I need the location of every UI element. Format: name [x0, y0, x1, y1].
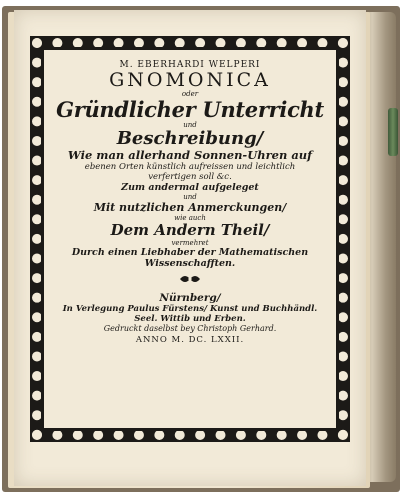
book-title: GNOMONICA	[109, 70, 271, 90]
conjunction-und-2: und	[183, 193, 197, 201]
imprint-place: Nürnberg/	[159, 292, 221, 304]
line-wie-auch: wie auch	[174, 214, 206, 222]
subtitle-beschreibung: Beschreibung/	[116, 129, 264, 149]
line-wissenschafften: Wissenschafften.	[144, 258, 236, 269]
imprint-year: ANNO M. DC. LXXII.	[135, 335, 245, 345]
line-sonnen-uhren: Wie man allerhand Sonnen-Uhren auf	[67, 149, 313, 162]
line-liebhaber: Durch einen Liebhaber der Mathematischen	[71, 247, 309, 258]
imprint-heirs: Seel. Wittib und Erben.	[134, 314, 246, 324]
bookmark-ribbon	[388, 108, 398, 156]
line-ebenen-orten: ebenen Orten künstlich aufreissen und leichtlich	[84, 162, 296, 172]
imprint-publisher: In Verlegung Paulus Fürstens/ Kunst und Buchhändl.	[62, 304, 318, 314]
subtitle-gruendlicher: Gründlicher Unterricht	[56, 98, 324, 121]
printers-ornament-icon	[179, 273, 201, 285]
title-page-text	[44, 50, 336, 428]
conjunction-und: und	[183, 121, 197, 129]
ornamental-border	[30, 36, 350, 442]
line-andern-theil: Dem Andern Theil/	[110, 222, 270, 239]
line-anmerckungen: Mit nutzlichen Anmerckungen/	[93, 201, 287, 214]
line-verfertigen: verfertigen soll &c.	[148, 172, 232, 182]
imprint-printer: Gedruckt daselbst bey Christoph Gerhard.	[103, 324, 277, 333]
line-zum-andermal: Zum andermal aufgeleget	[121, 182, 259, 193]
conjunction-oder: oder	[181, 90, 199, 98]
line-vermehret: vermehret	[171, 239, 209, 247]
author-name: M. EBERHARDI WELPERI	[119, 60, 261, 70]
